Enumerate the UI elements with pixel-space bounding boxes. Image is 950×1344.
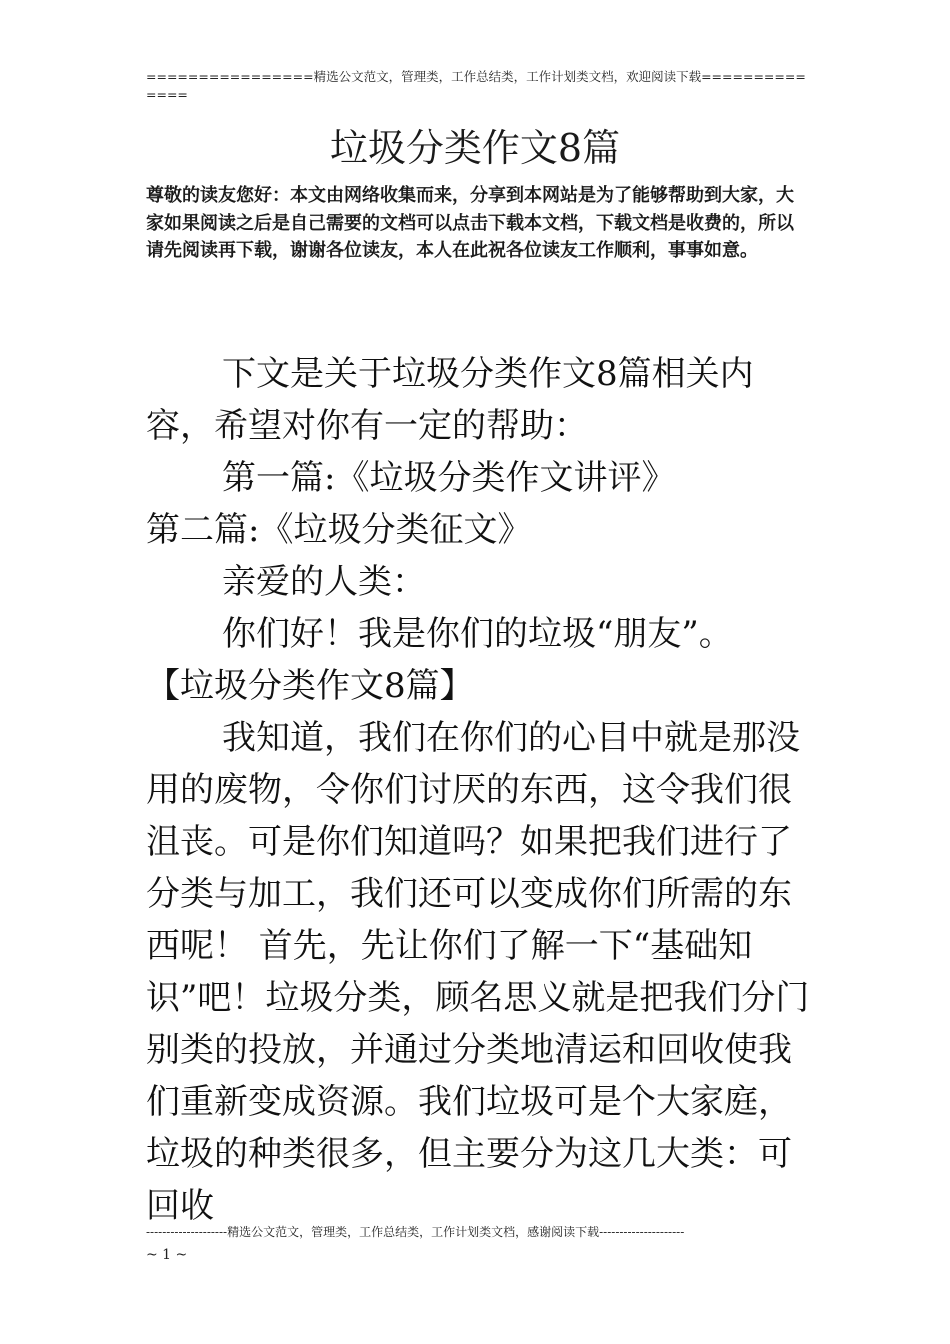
body-paragraph-main: 我知道，我们在你们的心目中就是那没用的废物，令你们讨厌的东西，这令我们很沮丧。可是你们知道吗？如果把我们进行了分类与加工，我们还可以变成你们所需的东西呢！ 首先，先让你们了解一下“基础知识”吧！垃圾分类，顾名思义就是把我们分门别类的投放，并通过分类地清运和回收使我们重新变成资源。我们垃圾可是个大家庭，垃圾的种类很多，但主要分为这几大类：可回收	[146, 718, 810, 1226]
body-paragraph-heading: 【垃圾分类作文8篇】	[146, 666, 474, 706]
body-paragraph-second: 第二篇:《垃圾分类征文》	[146, 510, 532, 550]
page-header: ================精选公文范文，管理类，工作总结类，工作计划类文档，欢迎阅读下载==============	[146, 69, 806, 102]
page-number: ~ 1 ~	[146, 1247, 188, 1263]
body-paragraph-first: 第一篇:《垃圾分类作文讲评》	[222, 458, 676, 498]
intro-notice: 尊敬的读友您好：本文由网络收集而来，分享到本网站是为了能够帮助到大家，大家如果阅读之后是自己需要的文档可以点击下载本文档，下载文档是收费的，所以请先阅读再下载，谢谢各位读友，本人在此祝各位读友工作顺利，事事如意。	[146, 185, 794, 261]
document-title: 垃圾分类作文8篇	[329, 126, 621, 170]
page-footer: --------------------精选公文范文，管理类，工作总结类，工作计划类文档，感谢阅读下载---------------------	[146, 1225, 685, 1239]
body-paragraph-intro: 下文是关于垃圾分类作文8篇相关内容，希望对你有一定的帮助：	[146, 354, 754, 446]
document-body	[146, 348, 814, 1232]
body-paragraph-greeting: 亲爱的人类：	[222, 562, 426, 602]
body-paragraph-hello: 你们好！我是你们的垃圾“朋友”。	[222, 614, 733, 654]
